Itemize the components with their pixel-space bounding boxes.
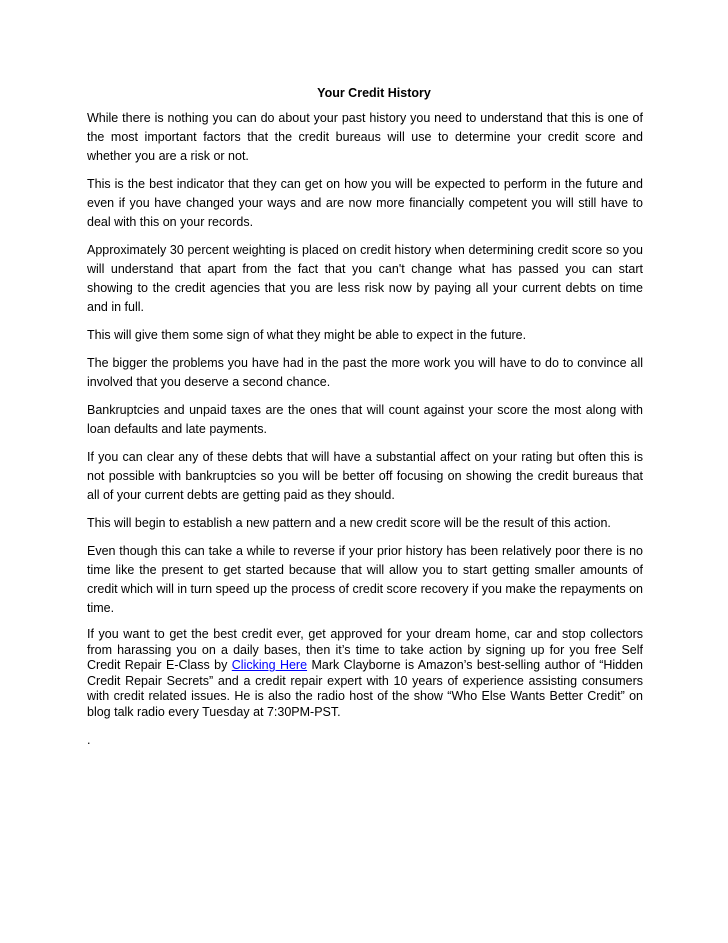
document-page bbox=[87, 84, 643, 750]
paragraph-9: Even though this can take a while to reverse if your prior history has been relatively poor there is no time like the present to get started because that will allow you to start getting smaller amounts of credit which will in turn speed up the process of credit score recovery if you make the repayments on time. bbox=[87, 544, 643, 615]
paragraph-6: Bankruptcies and unpaid taxes are the ones that will count against your score the most along with loan defaults and late payments. bbox=[87, 403, 643, 436]
paragraph-8: This will begin to establish a new pattern and a new credit score will be the result of this action. bbox=[87, 516, 611, 530]
clicking-here-link[interactable]: Clicking Here bbox=[231, 658, 308, 672]
author-text-before-link: If you want to get the best credit ever, get approved for your dream home, car and stop collectors from harassing you on a daily bases, then it’s time to take action by signing up for you free Self Credit Repair E-Class by bbox=[87, 627, 643, 672]
paragraph-5: The bigger the problems you have had in the past the more work you will have to do to convince all involved that you deserve a second chance. bbox=[87, 356, 643, 389]
paragraph-4: This will give them some sign of what they might be able to expect in the future. bbox=[87, 328, 527, 342]
paragraph-2: This is the best indicator that they can get on how you will be expected to perform in the future and even if you have changed your ways and are now more financially competent you will still have to deal with this on your records. bbox=[87, 177, 643, 229]
paragraph-1: While there is nothing you can do about your past history you need to understand that this is one of the most important factors that the credit bureaus will use to determine your credit score and whether you are a risk or not. bbox=[87, 111, 643, 163]
author-paragraph bbox=[87, 627, 643, 720]
paragraph-7: If you can clear any of these debts that will have a substantial affect on your rating but often this is not possible with bankruptcies so you will be better off focusing on showing the credit bureaus that all of your current debts are getting paid as they should. bbox=[87, 450, 643, 502]
document-title: Your Credit History bbox=[317, 86, 431, 100]
author-text-after-link: Mark Clayborne is Amazon’s best-selling author of “Hidden Credit Repair Secrets” and a credit repair expert with 10 years of experience assisting consumers with credit related issues. He is also the radio host of the show “Who Else Wants Better Credit” on blog talk radio every Tuesday at 7:30PM-PST. bbox=[87, 658, 643, 719]
trailing-period: . bbox=[87, 733, 91, 747]
paragraph-3: Approximately 30 percent weighting is placed on credit history when determining credit score so you will understand that apart from the fact that you can't change what has passed you can start showing to the credit agencies that you are less risk now by paying all your current debts on time and in full. bbox=[87, 243, 643, 314]
